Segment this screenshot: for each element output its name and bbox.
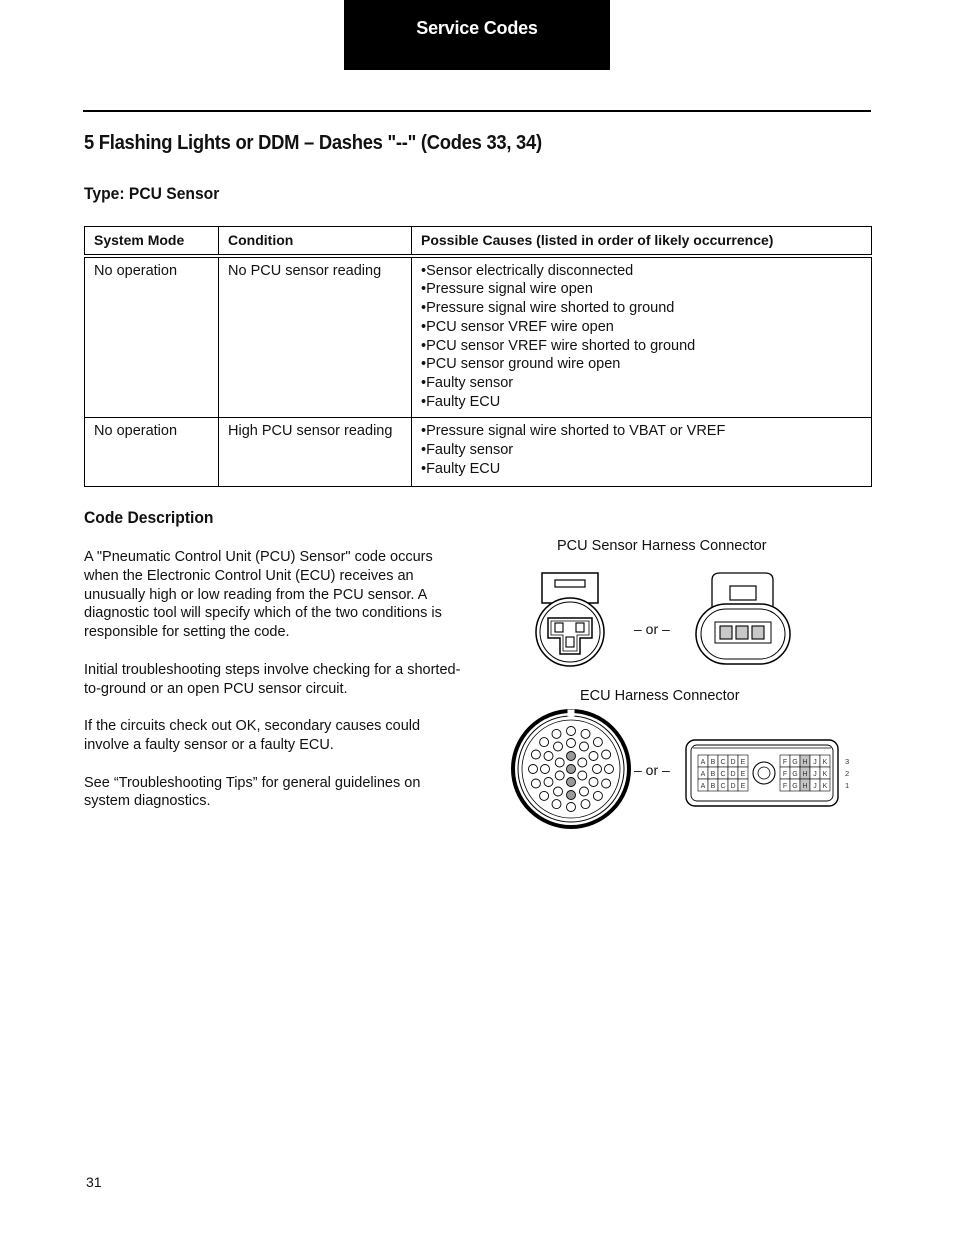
causes-table [84,226,872,487]
ecu-pin-hole [567,791,576,800]
ecu-pin-label: J [813,771,817,778]
description-paragraph: Initial troubleshooting steps involve checking for a shorted-to-ground or an open PCU sensor circuit. [84,661,461,697]
column-header-possible-causes: Possible Causes (listed in order of likely occurrence) [412,227,872,256]
ecu-rect-connector-icon [686,740,849,806]
ecu-pin-hole [580,787,589,796]
cause-item: • PCU sensor VREF wire shorted to ground [421,337,862,356]
ecu-pin-hole [581,800,590,809]
table-header-row [85,227,872,256]
column-header-condition: Condition [219,227,412,256]
table-row [85,418,872,487]
ecu-pin-label: F [782,759,788,766]
ecu-pin-label: A [700,771,706,778]
ecu-pin-label: C [720,771,726,778]
type-heading: Type: PCU Sensor [84,184,220,203]
ecu-pin-hole [567,727,576,736]
ecu-pin-hole [554,787,563,796]
ecu-pin-label: F [782,783,788,790]
pcu-or-label: – or – [634,621,670,637]
description-paragraph: A "Pneumatic Control Unit (PCU) Sensor" code occurs when the Electronic Control Unit (ECU) receives an unusually high or low reading from the PCU sensor. A diagnostic tool will specify which of the two conditions is responsible for setting the code. [84,549,442,641]
ecu-pin-label: K [822,759,828,766]
ecu-pin-hole [555,758,564,767]
ecu-pin-hole [589,778,598,787]
table-row [85,256,872,418]
ecu-pin-hole [580,742,589,751]
ecu-pin-hole [567,803,576,812]
system-mode-cell: No operation [85,256,219,418]
ecu-pin-hole [593,765,602,774]
ecu-pin-label: J [813,759,817,766]
ecu-connector-diagram [508,708,853,830]
ecu-row-number: 3 [845,757,850,766]
ecu-pin-hole [544,752,553,761]
ecu-pin-label: B [710,771,716,778]
ecu-pin-hole [567,765,576,774]
ecu-or-label: – or – [634,762,670,778]
ecu-pin-label: K [822,783,828,790]
ecu-pin-label: G [792,783,798,790]
cause-item: • Faulty ECU [421,460,862,479]
ecu-pin-hole [531,750,540,759]
ecu-pin-hole [578,771,587,780]
code-description-heading: Code Description [84,508,214,527]
ecu-pin-label: H [802,771,808,778]
section-tab-label: Service Codes [416,18,538,38]
ecu-pin-hole [605,765,614,774]
ecu-pin-label: E [740,771,746,778]
ecu-pin-hole [540,791,549,800]
ecu-pin-label: A [700,759,706,766]
ecu-pin-hole [567,739,576,748]
ecu-row-number: 1 [845,781,850,790]
condition-cell: No PCU sensor reading [219,256,412,418]
ecu-pin-label: E [740,783,746,790]
ecu-pin-label: G [792,771,798,778]
cause-item: • Faulty sensor [421,441,862,460]
ecu-pin-hole [602,750,611,759]
ecu-pin-label: J [813,783,817,790]
ecu-pin-label: C [720,783,726,790]
header-rule [83,110,871,112]
ecu-connector-caption: ECU Harness Connector [580,688,740,704]
cause-item: • Pressure signal wire open [421,280,862,299]
causes-list [421,262,862,412]
ecu-pin-label: D [730,759,736,766]
ecu-pin-label: H [802,783,808,790]
ecu-pin-hole [593,738,602,747]
page-title: 5 Flashing Lights or DDM – Dashes "--" (Codes 33, 34) [84,132,542,154]
ecu-pin-hole [552,729,561,738]
cause-item: • Sensor electrically disconnected [421,262,862,281]
causes-cell [412,256,872,418]
ecu-pin-hole [581,729,590,738]
condition-cell: High PCU sensor reading [219,418,412,487]
ecu-pin-hole [567,752,576,761]
ecu-pin-label: G [792,759,798,766]
causes-cell [412,418,872,487]
ecu-pin-hole [529,765,538,774]
code-description-body [84,548,468,830]
ecu-pin-hole [540,738,549,747]
ecu-pin-hole [531,779,540,788]
cause-item: • Faulty ECU [421,393,862,412]
ecu-pin-hole [552,800,561,809]
section-tab [344,0,610,70]
ecu-pin-label: D [730,771,736,778]
page-number: 31 [86,1174,102,1190]
description-paragraph: See “Troubleshooting Tips” for general guidelines on system diagnostics. [84,774,421,810]
ecu-pin-hole [544,778,553,787]
ecu-pin-label: H [802,759,808,766]
ecu-pin-label: A [700,783,706,790]
cause-item: • PCU sensor VREF wire open [421,318,862,337]
pcu-connector-caption: PCU Sensor Harness Connector [557,538,767,554]
column-header-system-mode: System Mode [85,227,219,256]
ecu-pin-hole [602,779,611,788]
pcu-round-connector-icon [536,573,604,666]
system-mode-cell: No operation [85,418,219,487]
ecu-pin-hole [593,791,602,800]
ecu-row-number: 2 [845,769,850,778]
ecu-pin-label: B [710,759,716,766]
description-paragraph: If the circuits check out OK, secondary causes could involve a faulty sensor or a faulty ECU. [84,718,421,753]
pcu-flat-connector-icon [696,573,790,664]
ecu-pin-label: C [720,759,726,766]
ecu-pin-label: E [740,759,746,766]
ecu-pin-hole [541,765,550,774]
ecu-pin-label: F [782,771,788,778]
causes-list [421,422,862,478]
ecu-pin-hole [554,742,563,751]
cause-item: • PCU sensor ground wire open [421,355,862,374]
ecu-pin-hole [555,771,564,780]
ecu-pin-label: B [710,783,716,790]
ecu-round-connector-icon [513,710,629,827]
cause-item: • Pressure signal wire shorted to ground [421,299,862,318]
ecu-pin-label: K [822,771,828,778]
cause-item: • Pressure signal wire shorted to VBAT or VREF [421,422,862,441]
cause-item: • Faulty sensor [421,374,862,393]
ecu-pin-hole [567,778,576,787]
ecu-pin-label: D [730,783,736,790]
ecu-pin-hole [578,758,587,767]
ecu-pin-hole [589,752,598,761]
